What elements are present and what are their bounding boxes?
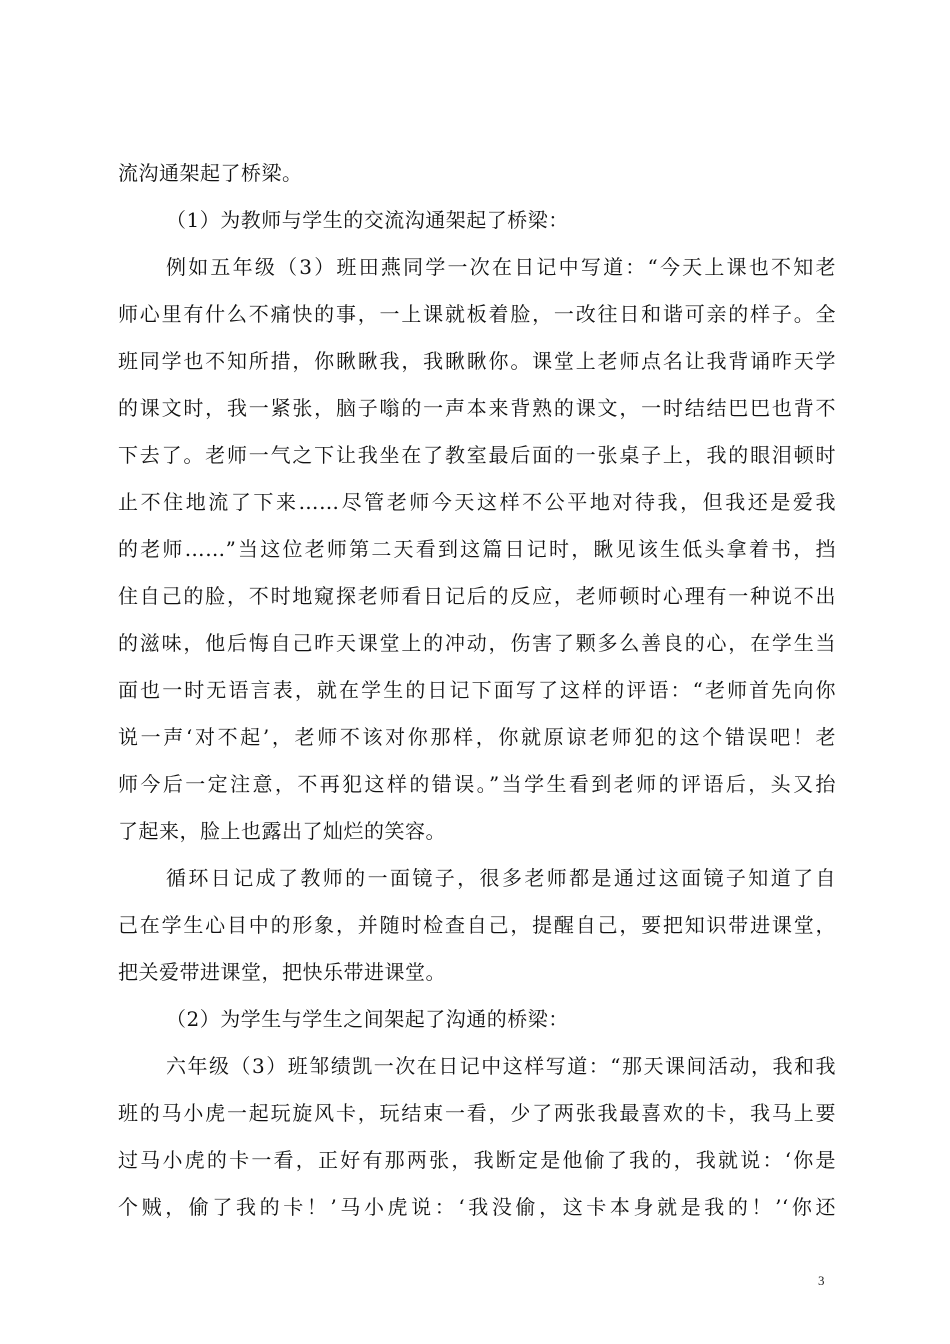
paragraph-line: 住自己的脸，不时地窥探老师看日记后的反应，老师顿时心理有一种说不出	[118, 584, 836, 608]
paragraph-line: 班的马小虎一起玩旋风卡，玩结束一看，少了两张我最喜欢的卡，我马上要	[118, 1101, 836, 1125]
paragraph-line: 的滋味，他后悔自己昨天课堂上的冲动，伤害了颗多么善良的心，在学生当	[118, 631, 836, 655]
paragraph-line: 循环日记成了教师的一面镜子，很多老师都是通过这面镜子知道了自	[166, 866, 836, 890]
paragraph-line: 把关爱带进课堂，把快乐带进课堂。	[118, 960, 446, 984]
paragraph-line: 师心里有什么不痛快的事，一上课就板着脸，一改往日和谐可亲的样子。全	[118, 302, 836, 326]
paragraph-line: 流沟通架起了桥梁。	[118, 161, 303, 185]
section-heading: （1）为教师与学生的交流沟通架起了桥梁：	[166, 208, 569, 232]
paragraph-line: 过马小虎的卡一看，正好有那两张，我断定是他偷了我的，我就说：‘你是	[118, 1148, 836, 1172]
paragraph-line: 己在学生心目中的形象，并随时检查自己，提醒自己，要把知识带进课堂，	[118, 913, 836, 937]
section-heading: （2）为学生与学生之间架起了沟通的桥梁：	[166, 1007, 569, 1031]
paragraph-line: 的老师……”当这位老师第二天看到这篇日记时，瞅见该生低头拿着书，挡	[118, 537, 836, 561]
paragraph-line: 止不住地流了下来……尽管老师今天这样不公平地对待我，但我还是爱我	[118, 490, 836, 514]
paragraph-line: 面也一时无语言表，就在学生的日记下面写了这样的评语：“老师首先向你	[118, 678, 836, 702]
paragraph-line: 的课文时，我一紧张，脑子嗡的一声本来背熟的课文，一时结结巴巴也背不	[118, 396, 836, 420]
paragraph-line: 例如五年级（3）班田燕同学一次在日记中写道：“今天上课也不知老	[166, 255, 836, 279]
paragraph-line: 下去了。老师一气之下让我坐在了教室最后面的一张桌子上，我的眼泪顿时	[118, 443, 836, 467]
paragraph-line: 了起来，脸上也露出了灿烂的笑容。	[118, 819, 446, 843]
page-number: 3	[818, 1273, 825, 1288]
paragraph-line: 师今后一定注意，不再犯这样的错误。”当学生看到老师的评语后，头又抬	[118, 772, 836, 796]
paragraph-line: 个贼，偷了我的卡！’马小虎说：‘我没偷，这卡本身就是我的！’‘你还	[118, 1195, 836, 1219]
paragraph-line: 六年级（3）班邹绩凯一次在日记中这样写道：“那天课间活动，我和我	[166, 1054, 836, 1078]
paragraph-line: 班同学也不知所措，你瞅瞅我，我瞅瞅你。课堂上老师点名让我背诵昨天学	[118, 349, 836, 373]
body-text	[118, 150, 836, 1231]
paragraph-line: 说一声‘对不起’，老师不该对你那样，你就原谅老师犯的这个错误吧！老	[118, 725, 836, 749]
